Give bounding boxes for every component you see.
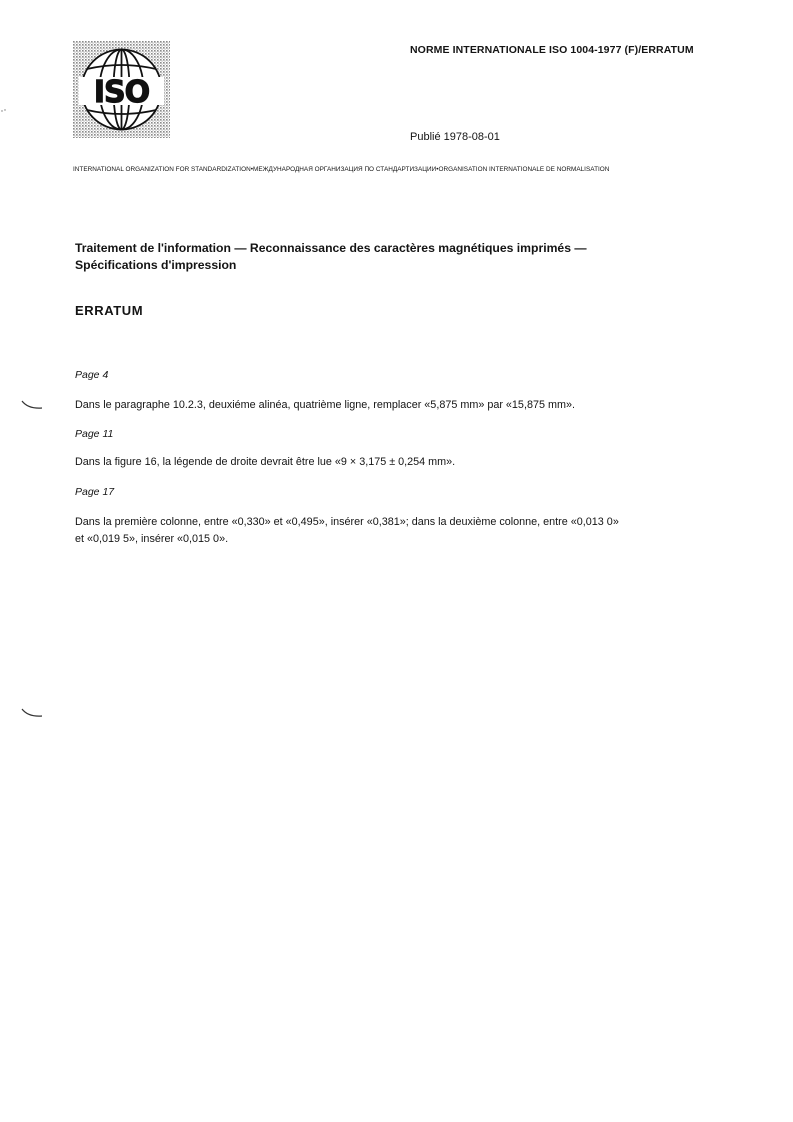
margin-mark [0, 108, 10, 114]
correction-line: Dans le paragraphe 10.2.3, deuxiéme alinéa, quatrième ligne, remplacer «5,875 mm» par «15,875 mm». [75, 399, 575, 411]
publication-date: Publié 1978-08-01 [410, 131, 500, 143]
correction-text [75, 454, 455, 471]
iso-logo [73, 41, 170, 138]
correction-line: et «0,019 5», insérer «0,015 0». [75, 533, 229, 545]
page-reference: Page 11 [75, 428, 114, 440]
title-line: Traitement de l'information — Reconnaissance des caractères magnétiques imprimés — [75, 241, 587, 255]
page-reference: Page 17 [75, 486, 115, 498]
correction-line: Dans la première colonne, entre «0,330» et «0,495», insérer «0,381»; dans la deuxième colonne, entre «0,013 0» [75, 516, 619, 528]
erratum-heading: ERRATUM [75, 303, 144, 318]
organization-banner: INTERNATIONAL ORGANIZATION FOR STANDARDIZATION•МЕЖДУНАРОДНАЯ ОРГАНИЗАЦИЯ ПО СТАНДАРТИЗАЦИИ•ORGANISATION INTERNATIONALE DE NORMALISATION [73, 166, 610, 173]
margin-mark [20, 398, 44, 412]
title-line: Spécifications d'impression [75, 257, 237, 272]
correction-text [75, 514, 619, 548]
page-reference: Page 4 [75, 369, 109, 381]
margin-mark [20, 706, 44, 720]
iso-logo-text: ISO [93, 75, 150, 110]
document-reference: NORME INTERNATIONALE ISO 1004-1977 (F)/ERRATUM [410, 44, 694, 56]
document-title [75, 240, 715, 273]
correction-text [75, 397, 575, 414]
correction-line: Dans la figure 16, la légende de droite devrait être lue «9 × 3,175 ± 0,254 mm». [75, 456, 456, 468]
